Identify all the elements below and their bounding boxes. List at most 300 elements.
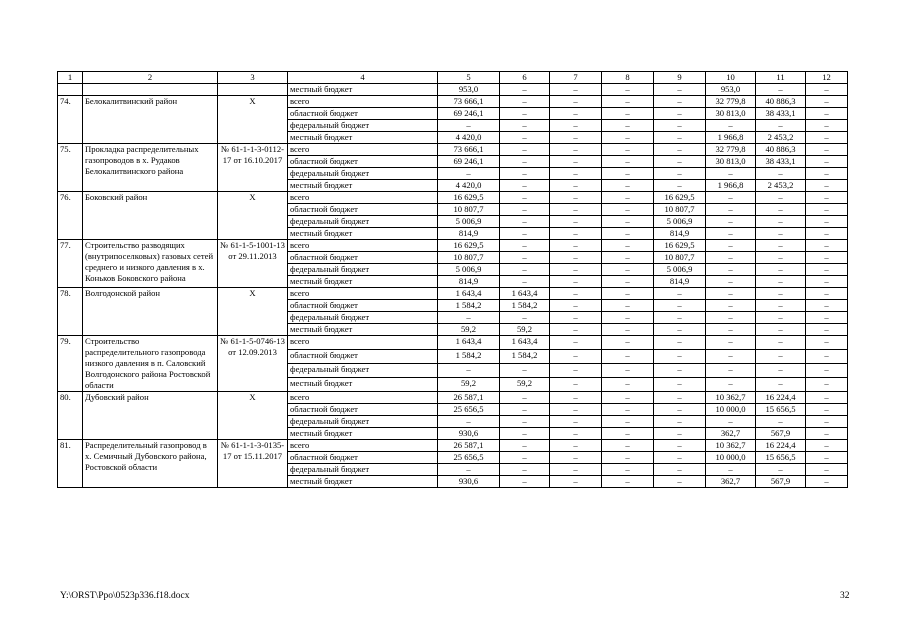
row-name-cell: Волгодонской район bbox=[83, 288, 218, 336]
value-cell: – bbox=[654, 464, 706, 476]
budget-type-cell: местный бюджет bbox=[288, 476, 438, 488]
value-cell: 73 666,1 bbox=[438, 144, 500, 156]
value-cell: 1 643,4 bbox=[438, 288, 500, 300]
budget-type-cell: местный бюджет bbox=[288, 378, 438, 392]
value-cell: – bbox=[550, 108, 602, 120]
budget-type-cell: всего bbox=[288, 440, 438, 452]
value-cell: – bbox=[654, 180, 706, 192]
row-number-cell bbox=[58, 84, 83, 96]
value-cell: – bbox=[806, 300, 848, 312]
value-cell: 26 587,1 bbox=[438, 440, 500, 452]
value-cell: – bbox=[654, 452, 706, 464]
value-cell: – bbox=[654, 476, 706, 488]
value-cell: – bbox=[654, 120, 706, 132]
value-cell: 4 420,0 bbox=[438, 132, 500, 144]
value-cell: – bbox=[602, 108, 654, 120]
value-cell: 16 629,5 bbox=[438, 240, 500, 252]
value-cell: – bbox=[756, 276, 806, 288]
value-cell: – bbox=[550, 416, 602, 428]
row-number-cell: 79. bbox=[58, 336, 83, 392]
value-cell: – bbox=[706, 378, 756, 392]
value-cell: 25 656,5 bbox=[438, 452, 500, 464]
column-header: 3 bbox=[218, 72, 288, 84]
column-header: 5 bbox=[438, 72, 500, 84]
value-cell: – bbox=[500, 404, 550, 416]
value-cell: – bbox=[806, 144, 848, 156]
budget-type-cell: всего bbox=[288, 288, 438, 300]
value-cell: – bbox=[550, 228, 602, 240]
column-header: 12 bbox=[806, 72, 848, 84]
value-cell: 32 779,8 bbox=[706, 96, 756, 108]
value-cell: 26 587,1 bbox=[438, 392, 500, 404]
row-name-cell: Боковский район bbox=[83, 192, 218, 240]
value-cell: – bbox=[550, 300, 602, 312]
budget-type-cell: местный бюджет bbox=[288, 132, 438, 144]
budget-type-cell: всего bbox=[288, 144, 438, 156]
value-cell: – bbox=[706, 276, 756, 288]
value-cell: 59,2 bbox=[500, 324, 550, 336]
value-cell: – bbox=[500, 416, 550, 428]
value-cell: – bbox=[602, 476, 654, 488]
budget-type-cell: местный бюджет bbox=[288, 84, 438, 96]
value-cell: – bbox=[706, 228, 756, 240]
value-cell: – bbox=[806, 276, 848, 288]
value-cell: 10 362,7 bbox=[706, 392, 756, 404]
value-cell: 930,6 bbox=[438, 428, 500, 440]
value-cell: – bbox=[806, 336, 848, 350]
value-cell: 30 813,0 bbox=[706, 108, 756, 120]
value-cell: – bbox=[550, 312, 602, 324]
value-cell: – bbox=[602, 378, 654, 392]
value-cell: – bbox=[500, 96, 550, 108]
value-cell: – bbox=[654, 312, 706, 324]
value-cell: 40 886,3 bbox=[756, 96, 806, 108]
value-cell: 59,2 bbox=[438, 324, 500, 336]
value-cell: 10 000,0 bbox=[706, 452, 756, 464]
value-cell: 15 656,5 bbox=[756, 452, 806, 464]
value-cell: 32 779,8 bbox=[706, 144, 756, 156]
column-header: 11 bbox=[756, 72, 806, 84]
value-cell: – bbox=[500, 168, 550, 180]
value-cell: – bbox=[550, 240, 602, 252]
value-cell: 2 453,2 bbox=[756, 132, 806, 144]
value-cell: – bbox=[654, 350, 706, 364]
row-doc-cell: № 61-1-1-3-0135-17 от 15.11.2017 bbox=[218, 440, 288, 488]
value-cell: 1 966,8 bbox=[706, 180, 756, 192]
budget-table bbox=[57, 71, 848, 488]
budget-type-cell: местный бюджет bbox=[288, 180, 438, 192]
value-cell: – bbox=[550, 392, 602, 404]
value-cell: – bbox=[550, 96, 602, 108]
value-cell: – bbox=[756, 336, 806, 350]
value-cell: 38 433,1 bbox=[756, 156, 806, 168]
table-row bbox=[58, 96, 848, 108]
row-name-cell: Строительство распределительного газопровода низкого давления в п. Саловский Волгодонского района Ростовской области bbox=[83, 336, 218, 392]
value-cell: 15 656,5 bbox=[756, 404, 806, 416]
value-cell: – bbox=[706, 364, 756, 378]
row-doc-cell: Х bbox=[218, 192, 288, 240]
value-cell: – bbox=[550, 216, 602, 228]
value-cell: – bbox=[602, 300, 654, 312]
value-cell: 10 000,0 bbox=[706, 404, 756, 416]
value-cell: – bbox=[654, 416, 706, 428]
value-cell: – bbox=[756, 84, 806, 96]
value-cell: – bbox=[550, 276, 602, 288]
value-cell: – bbox=[602, 264, 654, 276]
budget-type-cell: всего bbox=[288, 336, 438, 350]
value-cell: – bbox=[806, 192, 848, 204]
value-cell: – bbox=[602, 96, 654, 108]
budget-type-cell: областной бюджет bbox=[288, 108, 438, 120]
value-cell: – bbox=[806, 108, 848, 120]
value-cell: – bbox=[500, 364, 550, 378]
value-cell: – bbox=[806, 476, 848, 488]
value-cell: – bbox=[806, 392, 848, 404]
value-cell: 16 629,5 bbox=[654, 240, 706, 252]
value-cell: – bbox=[550, 180, 602, 192]
value-cell: – bbox=[806, 168, 848, 180]
value-cell: – bbox=[756, 300, 806, 312]
column-header: 1 bbox=[58, 72, 83, 84]
value-cell: – bbox=[756, 350, 806, 364]
value-cell: – bbox=[756, 204, 806, 216]
value-cell: – bbox=[806, 252, 848, 264]
value-cell: – bbox=[500, 144, 550, 156]
value-cell: 16 629,5 bbox=[438, 192, 500, 204]
value-cell: – bbox=[550, 204, 602, 216]
value-cell: 814,9 bbox=[654, 228, 706, 240]
value-cell: 814,9 bbox=[654, 276, 706, 288]
budget-type-cell: всего bbox=[288, 240, 438, 252]
value-cell: – bbox=[756, 192, 806, 204]
value-cell: – bbox=[500, 120, 550, 132]
value-cell: – bbox=[806, 132, 848, 144]
value-cell: – bbox=[756, 378, 806, 392]
value-cell: – bbox=[438, 464, 500, 476]
column-header: 8 bbox=[602, 72, 654, 84]
value-cell: – bbox=[706, 464, 756, 476]
value-cell: 5 006,9 bbox=[654, 264, 706, 276]
budget-type-cell: областной бюджет bbox=[288, 404, 438, 416]
value-cell: 10 807,7 bbox=[654, 252, 706, 264]
value-cell: – bbox=[806, 464, 848, 476]
value-cell: – bbox=[550, 324, 602, 336]
value-cell: – bbox=[654, 404, 706, 416]
row-name-cell: Дубовский район bbox=[83, 392, 218, 440]
budget-type-cell: областной бюджет bbox=[288, 156, 438, 168]
row-doc-cell: № 61-1-5-1001-13 от 29.11.2013 bbox=[218, 240, 288, 288]
row-name-cell: Прокладка распределительных газопроводов в х. Рудаков Белокалитвинского района bbox=[83, 144, 218, 192]
value-cell: – bbox=[550, 336, 602, 350]
value-cell: – bbox=[550, 404, 602, 416]
value-cell: – bbox=[550, 428, 602, 440]
value-cell: – bbox=[500, 276, 550, 288]
value-cell: – bbox=[654, 108, 706, 120]
value-cell: – bbox=[756, 364, 806, 378]
value-cell: 59,2 bbox=[438, 378, 500, 392]
value-cell: 1 643,4 bbox=[500, 336, 550, 350]
value-cell: – bbox=[706, 120, 756, 132]
value-cell: – bbox=[602, 156, 654, 168]
value-cell: – bbox=[654, 168, 706, 180]
value-cell: – bbox=[602, 440, 654, 452]
budget-type-cell: федеральный бюджет bbox=[288, 364, 438, 378]
value-cell: 4 420,0 bbox=[438, 180, 500, 192]
budget-type-cell: всего bbox=[288, 392, 438, 404]
budget-type-cell: федеральный бюджет bbox=[288, 264, 438, 276]
value-cell: – bbox=[806, 428, 848, 440]
row-doc-cell: Х bbox=[218, 96, 288, 144]
value-cell: 953,0 bbox=[438, 84, 500, 96]
value-cell: 1 643,4 bbox=[500, 288, 550, 300]
value-cell: – bbox=[654, 440, 706, 452]
value-cell: 25 656,5 bbox=[438, 404, 500, 416]
value-cell: – bbox=[806, 84, 848, 96]
value-cell: – bbox=[550, 192, 602, 204]
value-cell: – bbox=[756, 464, 806, 476]
budget-type-cell: областной бюджет bbox=[288, 300, 438, 312]
value-cell: – bbox=[550, 476, 602, 488]
budget-type-cell: федеральный бюджет bbox=[288, 312, 438, 324]
value-cell: – bbox=[602, 240, 654, 252]
value-cell: – bbox=[602, 336, 654, 350]
value-cell: – bbox=[806, 156, 848, 168]
value-cell: – bbox=[654, 300, 706, 312]
value-cell: – bbox=[706, 264, 756, 276]
value-cell: – bbox=[500, 180, 550, 192]
row-number-cell: 78. bbox=[58, 288, 83, 336]
value-cell: – bbox=[550, 168, 602, 180]
table-row bbox=[58, 288, 848, 300]
value-cell: – bbox=[706, 324, 756, 336]
budget-type-cell: областной бюджет bbox=[288, 252, 438, 264]
value-cell: 10 807,7 bbox=[438, 204, 500, 216]
value-cell: – bbox=[706, 240, 756, 252]
value-cell: 10 362,7 bbox=[706, 440, 756, 452]
column-header: 4 bbox=[288, 72, 438, 84]
value-cell: – bbox=[602, 464, 654, 476]
value-cell: – bbox=[806, 204, 848, 216]
value-cell: – bbox=[500, 312, 550, 324]
value-cell: – bbox=[806, 378, 848, 392]
row-name-cell: Белокалитвинский район bbox=[83, 96, 218, 144]
value-cell: – bbox=[756, 416, 806, 428]
table-row bbox=[58, 192, 848, 204]
value-cell: 73 666,1 bbox=[438, 96, 500, 108]
value-cell: – bbox=[500, 192, 550, 204]
value-cell: – bbox=[756, 264, 806, 276]
value-cell: – bbox=[756, 288, 806, 300]
value-cell: 814,9 bbox=[438, 228, 500, 240]
value-cell: – bbox=[654, 132, 706, 144]
value-cell: – bbox=[806, 404, 848, 416]
value-cell: – bbox=[550, 120, 602, 132]
value-cell: – bbox=[550, 252, 602, 264]
value-cell: – bbox=[654, 428, 706, 440]
value-cell: – bbox=[500, 108, 550, 120]
value-cell: – bbox=[602, 324, 654, 336]
page-number: 32 bbox=[840, 591, 850, 601]
value-cell: – bbox=[550, 452, 602, 464]
row-name-cell: Строительство разводящих (внутрипоселковых) газовых сетей среднего и низкого давления в х. Коньков Боковского района bbox=[83, 240, 218, 288]
value-cell: – bbox=[654, 364, 706, 378]
row-number-cell: 81. bbox=[58, 440, 83, 488]
value-cell: – bbox=[602, 192, 654, 204]
value-cell: – bbox=[706, 252, 756, 264]
value-cell: – bbox=[602, 312, 654, 324]
value-cell: 16 224,4 bbox=[756, 392, 806, 404]
budget-type-cell: федеральный бюджет bbox=[288, 464, 438, 476]
value-cell: – bbox=[500, 216, 550, 228]
value-cell: – bbox=[602, 84, 654, 96]
value-cell: – bbox=[806, 364, 848, 378]
value-cell: – bbox=[806, 350, 848, 364]
value-cell: 814,9 bbox=[438, 276, 500, 288]
value-cell: – bbox=[602, 350, 654, 364]
value-cell: – bbox=[654, 324, 706, 336]
value-cell: – bbox=[706, 204, 756, 216]
budget-type-cell: местный бюджет bbox=[288, 428, 438, 440]
value-cell: – bbox=[706, 336, 756, 350]
value-cell: – bbox=[654, 392, 706, 404]
value-cell: 1 643,4 bbox=[438, 336, 500, 350]
value-cell: – bbox=[756, 216, 806, 228]
value-cell: – bbox=[550, 156, 602, 168]
value-cell: – bbox=[500, 84, 550, 96]
value-cell: – bbox=[756, 120, 806, 132]
value-cell: – bbox=[756, 240, 806, 252]
column-header: 9 bbox=[654, 72, 706, 84]
value-cell: 38 433,1 bbox=[756, 108, 806, 120]
row-number-cell: 77. bbox=[58, 240, 83, 288]
value-cell: – bbox=[756, 168, 806, 180]
row-number-cell: 75. bbox=[58, 144, 83, 192]
row-doc-cell: Х bbox=[218, 392, 288, 440]
value-cell: – bbox=[438, 168, 500, 180]
value-cell: – bbox=[500, 452, 550, 464]
value-cell: – bbox=[500, 440, 550, 452]
value-cell: 567,9 bbox=[756, 428, 806, 440]
value-cell: 567,9 bbox=[756, 476, 806, 488]
value-cell: – bbox=[550, 288, 602, 300]
value-cell: 362,7 bbox=[706, 428, 756, 440]
value-cell: 40 886,3 bbox=[756, 144, 806, 156]
value-cell: – bbox=[706, 192, 756, 204]
value-cell: – bbox=[500, 476, 550, 488]
value-cell: – bbox=[756, 252, 806, 264]
table-row bbox=[58, 84, 848, 96]
row-doc-cell: № 61-1-5-0746-13 от 12.09.2013 bbox=[218, 336, 288, 392]
row-name-cell bbox=[83, 84, 218, 96]
value-cell: – bbox=[706, 416, 756, 428]
value-cell: 30 813,0 bbox=[706, 156, 756, 168]
value-cell: – bbox=[550, 440, 602, 452]
value-cell: 16 629,5 bbox=[654, 192, 706, 204]
value-cell: – bbox=[438, 416, 500, 428]
value-cell: 1 584,2 bbox=[500, 350, 550, 364]
value-cell: 1 584,2 bbox=[500, 300, 550, 312]
table-row bbox=[58, 144, 848, 156]
value-cell: – bbox=[438, 364, 500, 378]
value-cell: – bbox=[654, 288, 706, 300]
value-cell: – bbox=[602, 428, 654, 440]
budget-type-cell: всего bbox=[288, 96, 438, 108]
value-cell: – bbox=[602, 228, 654, 240]
value-cell: – bbox=[654, 378, 706, 392]
value-cell: 59,2 bbox=[500, 378, 550, 392]
value-cell: – bbox=[756, 324, 806, 336]
value-cell: – bbox=[438, 120, 500, 132]
value-cell: – bbox=[806, 440, 848, 452]
value-cell: – bbox=[550, 378, 602, 392]
value-cell: 362,7 bbox=[706, 476, 756, 488]
value-cell: – bbox=[500, 264, 550, 276]
value-cell: 69 246,1 bbox=[438, 108, 500, 120]
row-doc-cell bbox=[218, 84, 288, 96]
value-cell: – bbox=[602, 392, 654, 404]
value-cell: – bbox=[806, 312, 848, 324]
value-cell: – bbox=[602, 204, 654, 216]
budget-type-cell: местный бюджет bbox=[288, 276, 438, 288]
value-cell: 1 966,8 bbox=[706, 132, 756, 144]
value-cell: – bbox=[602, 168, 654, 180]
value-cell: 5 006,9 bbox=[438, 216, 500, 228]
value-cell: 5 006,9 bbox=[654, 216, 706, 228]
value-cell: – bbox=[602, 144, 654, 156]
budget-type-cell: областной бюджет bbox=[288, 204, 438, 216]
budget-type-cell: федеральный бюджет bbox=[288, 416, 438, 428]
table-row bbox=[58, 240, 848, 252]
value-cell: – bbox=[602, 404, 654, 416]
value-cell: – bbox=[654, 84, 706, 96]
column-header: 6 bbox=[500, 72, 550, 84]
value-cell: – bbox=[654, 336, 706, 350]
row-number-cell: 80. bbox=[58, 392, 83, 440]
budget-type-cell: федеральный бюджет bbox=[288, 120, 438, 132]
value-cell: 930,6 bbox=[438, 476, 500, 488]
value-cell: 5 006,9 bbox=[438, 264, 500, 276]
table-row bbox=[58, 440, 848, 452]
value-cell: – bbox=[500, 240, 550, 252]
row-doc-cell: № 61-1-1-3-0112-17 от 16.10.2017 bbox=[218, 144, 288, 192]
value-cell: – bbox=[706, 168, 756, 180]
value-cell: – bbox=[550, 132, 602, 144]
budget-type-cell: областной бюджет bbox=[288, 350, 438, 364]
value-cell: – bbox=[654, 96, 706, 108]
column-header: 10 bbox=[706, 72, 756, 84]
value-cell: – bbox=[806, 264, 848, 276]
value-cell: – bbox=[550, 144, 602, 156]
value-cell: – bbox=[550, 350, 602, 364]
value-cell: – bbox=[806, 216, 848, 228]
value-cell: – bbox=[602, 364, 654, 378]
value-cell: 10 807,7 bbox=[438, 252, 500, 264]
value-cell: – bbox=[500, 252, 550, 264]
value-cell: – bbox=[602, 120, 654, 132]
value-cell: – bbox=[706, 350, 756, 364]
row-number-cell: 74. bbox=[58, 96, 83, 144]
value-cell: – bbox=[806, 180, 848, 192]
value-cell: 16 224,4 bbox=[756, 440, 806, 452]
value-cell: – bbox=[806, 324, 848, 336]
value-cell: 1 584,2 bbox=[438, 350, 500, 364]
footer-file-path: Y:\ORST\Ppo\0523p336.f18.docx bbox=[60, 591, 190, 601]
value-cell: – bbox=[550, 364, 602, 378]
value-cell: – bbox=[602, 452, 654, 464]
value-cell: – bbox=[706, 312, 756, 324]
value-cell: – bbox=[706, 216, 756, 228]
budget-type-cell: местный бюджет bbox=[288, 324, 438, 336]
